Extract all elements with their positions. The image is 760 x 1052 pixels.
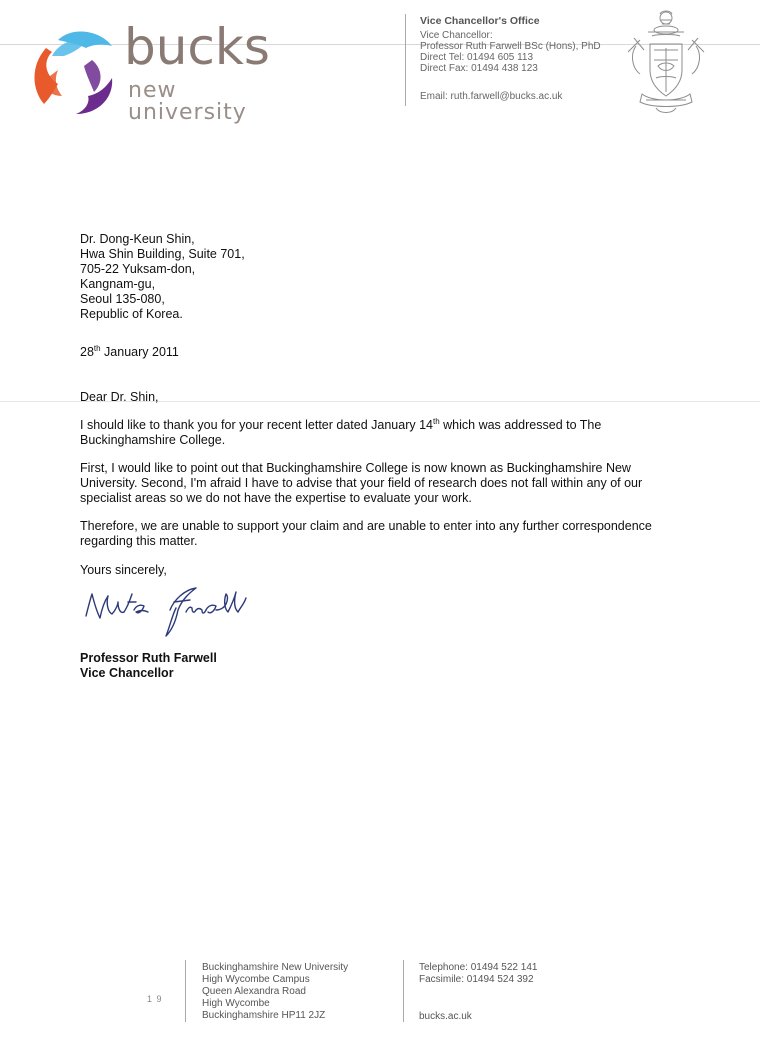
address-line: Dr. Dong-Keun Shin, bbox=[80, 232, 195, 246]
address-line: Kangnam-gu, bbox=[80, 277, 156, 291]
office-role-label: Vice Chancellor: bbox=[420, 30, 493, 41]
university-crest-icon bbox=[626, 8, 706, 120]
paragraph-1-text-a: I should like to thank you for your recent letter dated January 14 bbox=[80, 418, 433, 432]
office-email: Email: ruth.farwell@bucks.ac.uk bbox=[420, 91, 563, 102]
office-fax: Direct Fax: 01494 438 123 bbox=[420, 63, 538, 74]
footer-website-link[interactable]: bucks.ac.uk bbox=[419, 1011, 472, 1022]
footer-address-line: Queen Alexandra Road bbox=[202, 986, 306, 997]
page-mark: 1 9 bbox=[147, 994, 163, 1004]
address-line: Republic of Korea. bbox=[80, 307, 183, 321]
letter-date bbox=[80, 345, 179, 360]
footer-divider-right bbox=[403, 960, 404, 1022]
paragraph-3: Therefore, we are unable to support your claim and are unable to enter into any further correspondence regarding this matter. bbox=[80, 519, 652, 548]
footer-phone-block bbox=[419, 962, 537, 986]
signer-name: Professor Ruth Farwell bbox=[80, 651, 217, 665]
date-month-year: January 2011 bbox=[100, 345, 179, 359]
recipient-address bbox=[80, 232, 480, 322]
date-suffix: th bbox=[93, 343, 101, 353]
bucks-logo-mark-icon bbox=[28, 26, 116, 116]
handwritten-signature bbox=[78, 580, 288, 640]
salutation: Dear Dr. Shin, bbox=[80, 390, 159, 404]
paragraph-1-text-b: which was addressed to The Buckinghamshire College. bbox=[80, 418, 602, 447]
closing: Yours sincerely, bbox=[80, 563, 167, 577]
office-title: Vice Chancellor's Office bbox=[420, 15, 540, 27]
footer-telephone: Telephone: 01494 522 141 bbox=[419, 962, 538, 973]
footer-facsimile: Facsimile: 01494 524 392 bbox=[419, 974, 534, 985]
footer-address bbox=[202, 962, 348, 1022]
footer-address-line: High Wycombe bbox=[202, 998, 270, 1009]
office-tel: Direct Tel: 01494 605 113 bbox=[420, 52, 534, 63]
address-line: Hwa Shin Building, Suite 701, bbox=[80, 247, 245, 261]
footer-divider-left bbox=[185, 960, 186, 1022]
paragraph-1-sup: th bbox=[433, 416, 440, 426]
office-name: Professor Ruth Farwell BSc (Hons), PhD bbox=[420, 41, 601, 52]
bucks-logo bbox=[28, 18, 288, 125]
paragraph-2: First, I would like to point out that Buckinghamshire College is now known as Buckinghamshire New University. Second, I'm afraid I have to advise that your field of research does not fall within any of our specialist areas so we do not have the expertise to evaluate your work. bbox=[80, 461, 643, 505]
address-line: Seoul 135-080, bbox=[80, 292, 165, 306]
footer-address-line: High Wycombe Campus bbox=[202, 974, 310, 985]
footer-address-line: Buckinghamshire New University bbox=[202, 962, 349, 973]
address-line: 705-22 Yuksam-don, bbox=[80, 262, 196, 276]
office-divider bbox=[405, 14, 406, 106]
office-contact-block bbox=[420, 16, 630, 102]
logo-subtitle: new university bbox=[128, 78, 247, 125]
footer-address-line: Buckinghamshire HP11 2JZ bbox=[202, 1010, 326, 1021]
signer-title: Vice Chancellor bbox=[80, 666, 174, 680]
paragraph-1 bbox=[80, 418, 660, 448]
date-day: 28 bbox=[80, 345, 94, 359]
logo-wordmark: bucks bbox=[124, 18, 270, 76]
signer-block bbox=[80, 651, 217, 681]
